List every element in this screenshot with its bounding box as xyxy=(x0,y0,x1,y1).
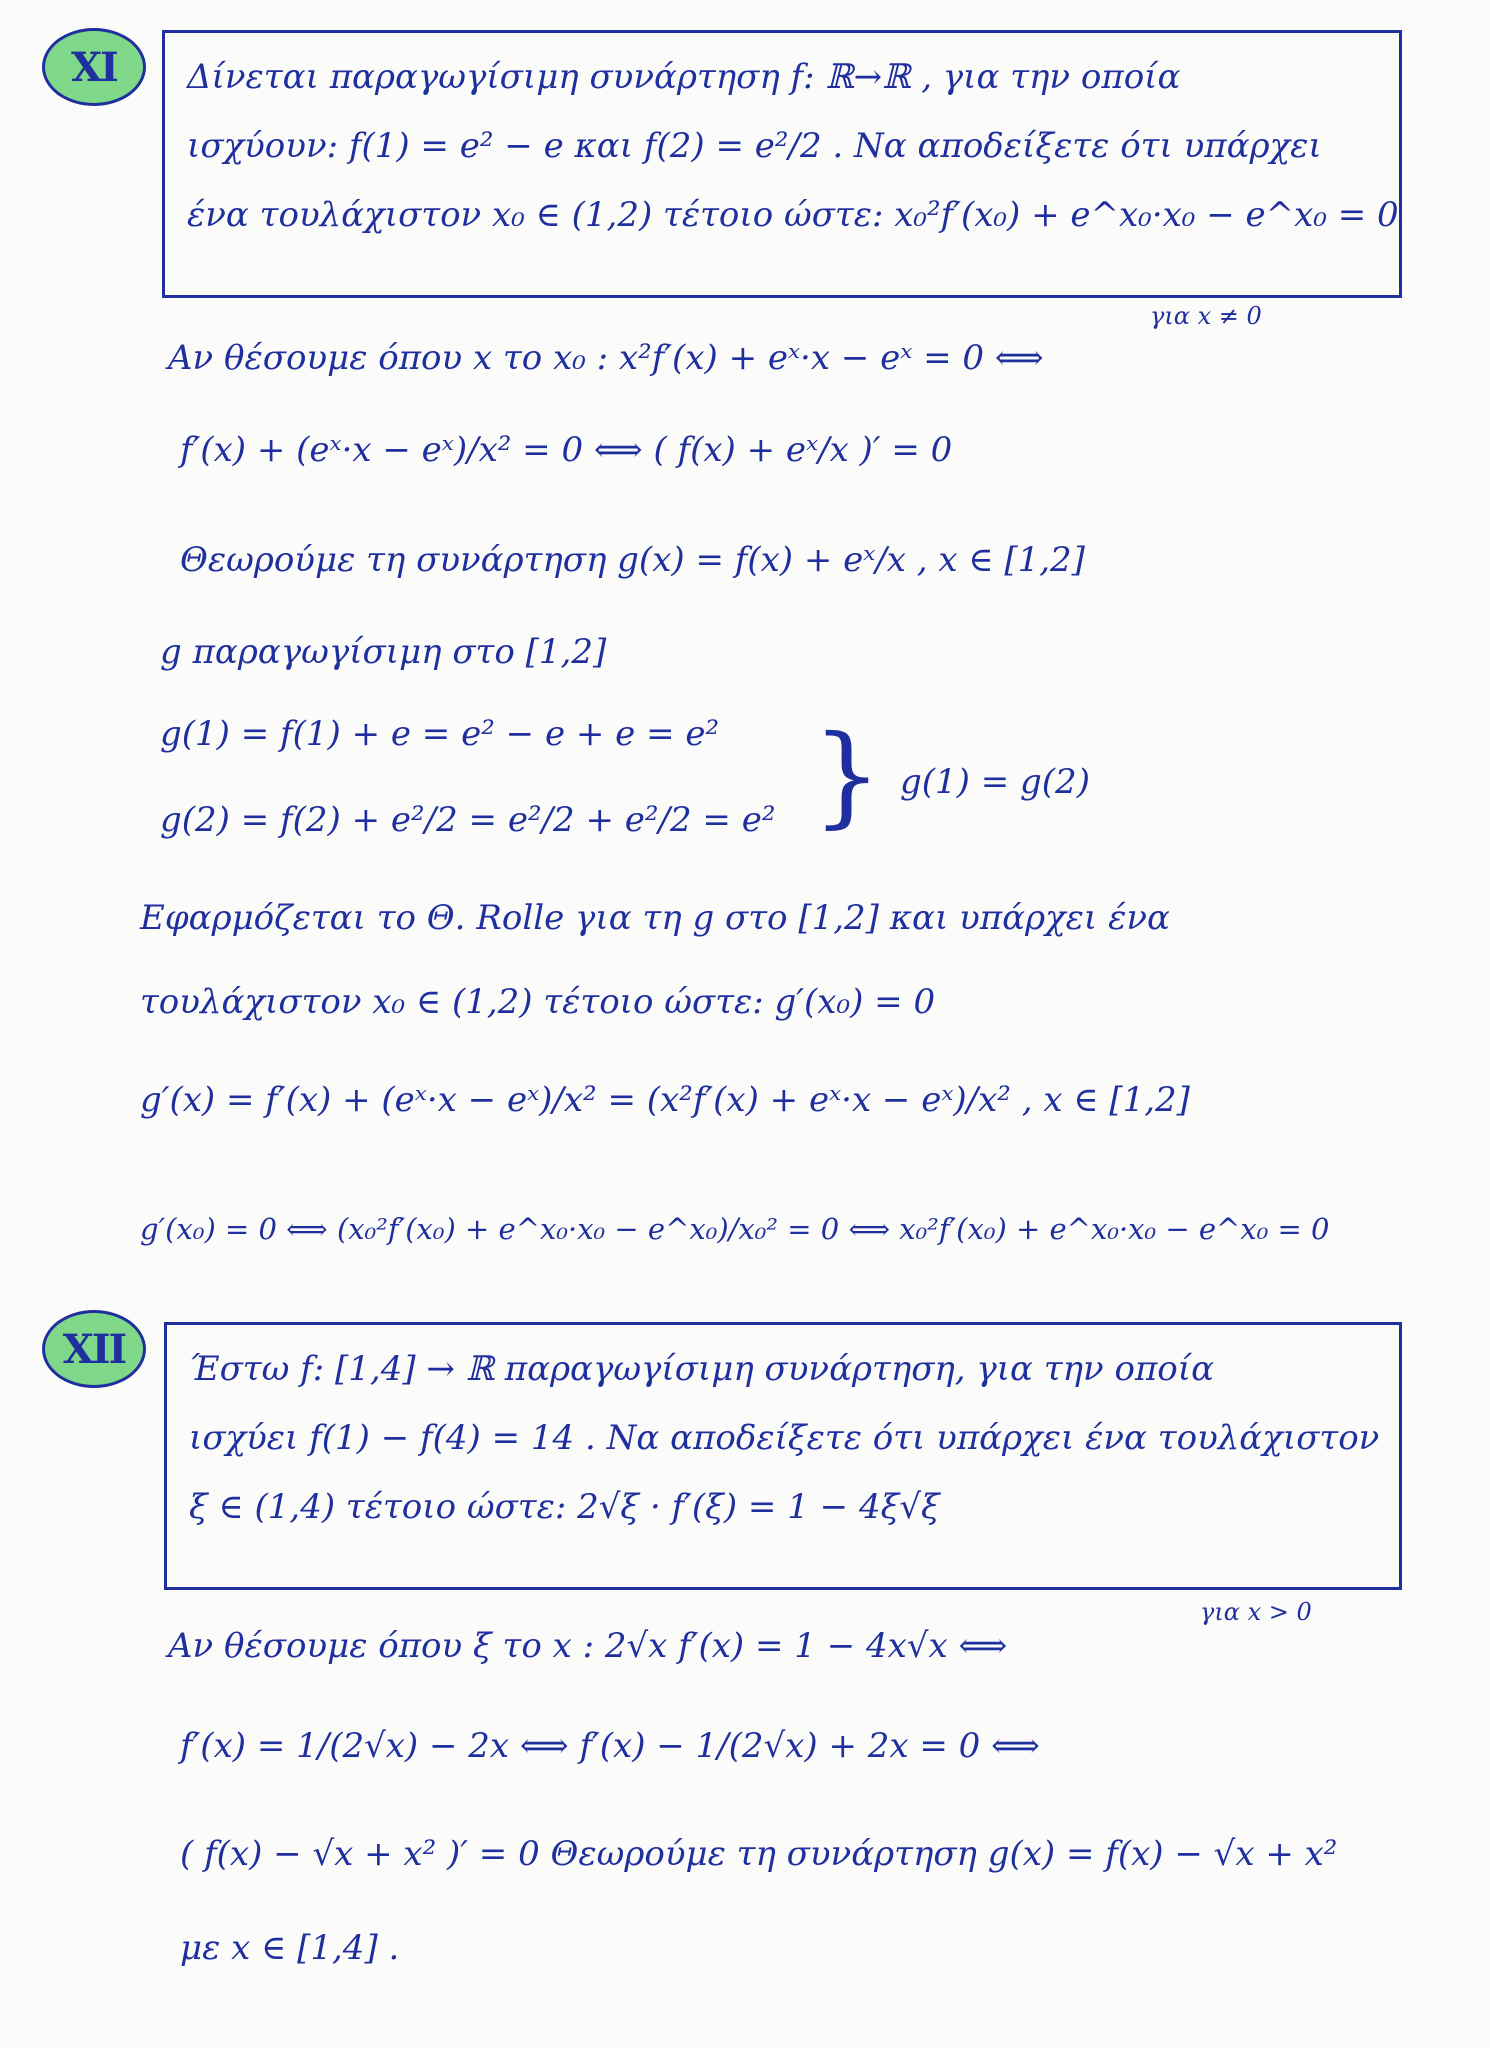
problem-11-step-1: Αν θέσουμε όπου x το x₀ : x²f′(x) + eˣ·x − eˣ = 0 ⟺ xyxy=(168,338,1044,378)
problem-11-step-8: Εφαρμόζεται το Θ. Rolle για τη g στο [1,2] και υπάρχει ένα xyxy=(140,898,1170,938)
problem-12-number: XII xyxy=(62,1325,126,1373)
problem-12-step-2: f′(x) = 1/(2√x) − 2x ⟺ f′(x) − 1/(2√x) + 2x = 0 ⟺ xyxy=(180,1726,1040,1766)
problem-11-number: XI xyxy=(71,43,117,91)
problem-11-statement-line-1: Δίνεται παραγωγίσιμη συνάρτηση f: ℝ→ℝ , για την οποία xyxy=(187,57,1181,97)
problem-11-note: για x ≠ 0 xyxy=(1150,302,1262,330)
problem-11-brace: } xyxy=(812,711,882,839)
problem-12-note: για x > 0 xyxy=(1200,1598,1312,1626)
problem-12-step-3: ( f(x) − √x + x² )′ = 0 Θεωρούμε τη συνάρτηση g(x) = f(x) − √x + x² xyxy=(180,1834,1338,1874)
problem-11-step-2: f′(x) + (eˣ·x − eˣ)/x² = 0 ⟺ ( f(x) + eˣ/x )′ = 0 xyxy=(180,430,953,470)
problem-11-step-9: τουλάχιστον x₀ ∈ (1,2) τέτοιο ώστε: g′(x₀) = 0 xyxy=(140,982,936,1022)
problem-11-step-3: Θεωρούμε τη συνάρτηση g(x) = f(x) + eˣ/x , x ∈ [1,2] xyxy=(180,540,1085,580)
problem-12-statement-line-1: Έστω f: [1,4] → ℝ παραγωγίσιμη συνάρτηση, για την οποία xyxy=(189,1349,1215,1389)
problem-12-statement-box xyxy=(164,1322,1402,1590)
problem-11-statement-line-2: ισχύουν: f(1) = e² − e και f(2) = e²/2 . Να αποδείξετε ότι υπάρχει xyxy=(187,125,1322,166)
problem-11-statement-box xyxy=(162,30,1402,298)
problem-12-statement-line-3: ξ ∈ (1,4) τέτοιο ώστε: 2√ξ · f′(ξ) = 1 − 4ξ√ξ xyxy=(189,1486,940,1527)
problem-11-step-5: g(1) = f(1) + e = e² − e + e = e² xyxy=(160,714,720,754)
problem-12-step-1: Αν θέσουμε όπου ξ το x : 2√x f′(x) = 1 − 4x√x ⟺ xyxy=(168,1626,1008,1666)
problem-11-step-10: g′(x) = f′(x) + (eˣ·x − eˣ)/x² = (x²f′(x) + eˣ·x − eˣ)/x² , x ∈ [1,2] xyxy=(140,1080,1190,1120)
problem-11-step-7: g(1) = g(2) xyxy=(900,762,1090,802)
problem-11-step-11: g′(x₀) = 0 ⟺ (x₀²f′(x₀) + e^x₀·x₀ − e^x₀)/x₀² = 0 ⟺ x₀²f′(x₀) + e^x₀·x₀ − e^x₀ = 0 xyxy=(140,1212,1330,1246)
problem-11-badge xyxy=(42,28,146,106)
problem-12-step-4: με x ∈ [1,4] . xyxy=(180,1928,400,1968)
problem-12-badge xyxy=(42,1310,146,1388)
problem-11-step-6: g(2) = f(2) + e²/2 = e²/2 + e²/2 = e² xyxy=(160,800,776,840)
problem-12-statement-line-2: ισχύει f(1) − f(4) = 14 . Να αποδείξετε ότι υπάρχει ένα τουλάχιστον xyxy=(189,1417,1380,1458)
problem-11-statement-line-3: ένα τουλάχιστον x₀ ∈ (1,2) τέτοιο ώστε: x₀²f′(x₀) + e^x₀·x₀ − e^x₀ = 0 xyxy=(187,194,1399,235)
problem-11-step-4: g παραγωγίσιμη στο [1,2] xyxy=(160,632,607,672)
